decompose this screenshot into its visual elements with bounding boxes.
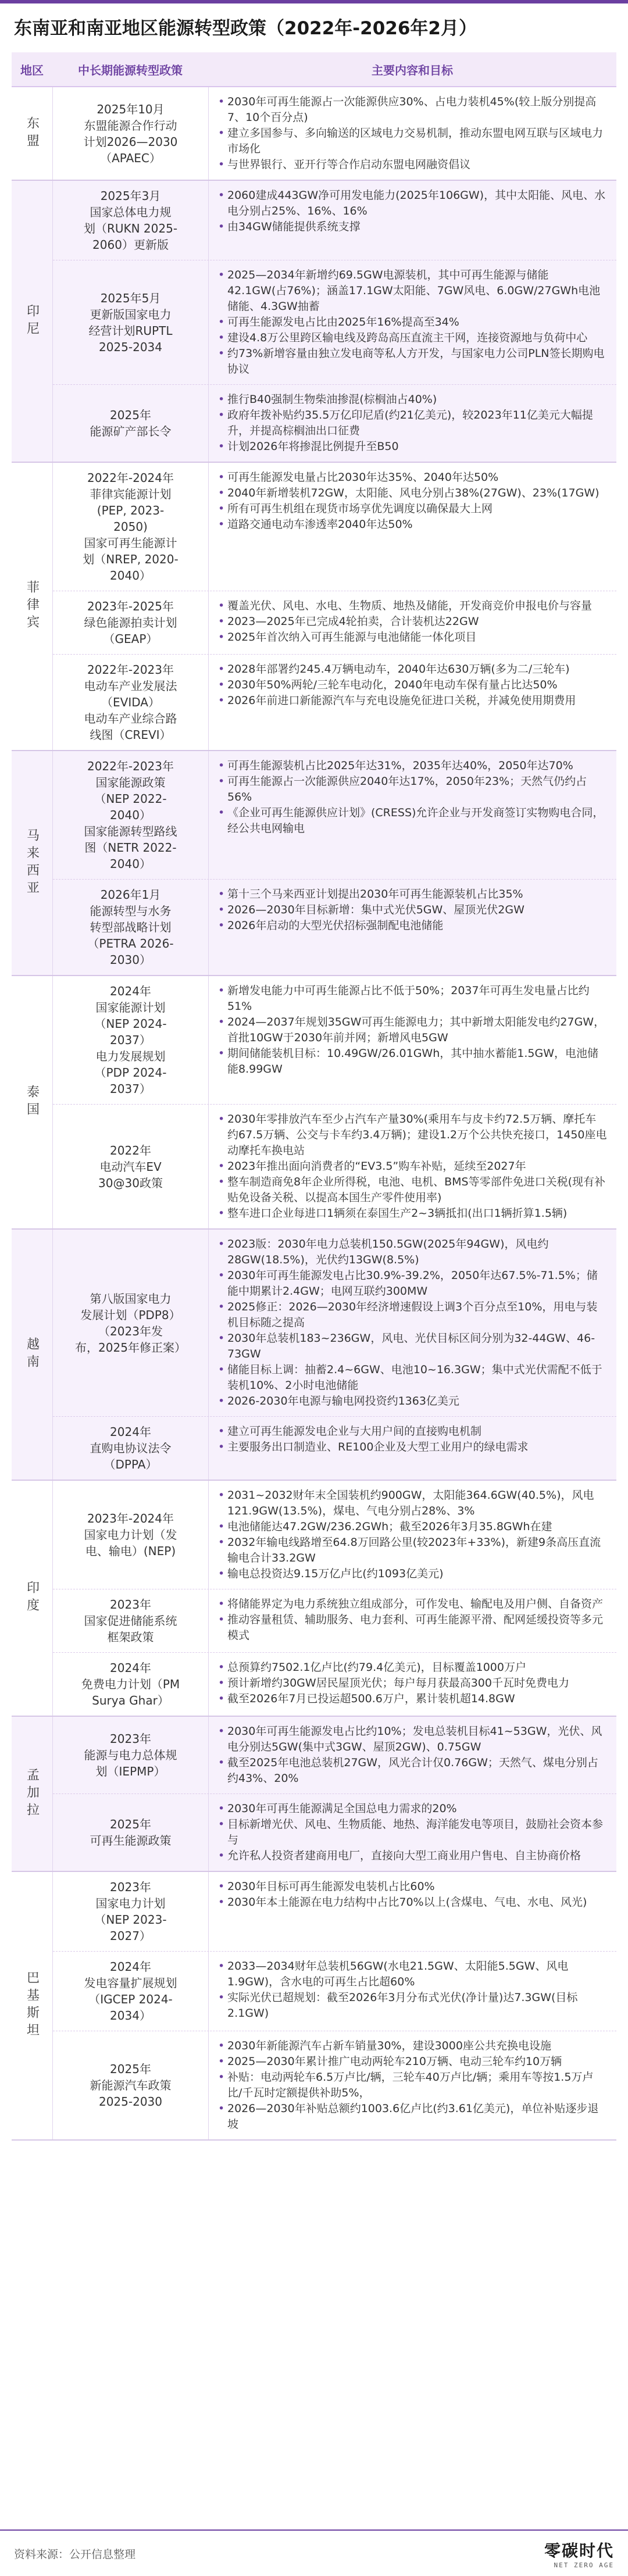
country-cell — [12, 1230, 53, 1480]
policy-name: 2025年5月 更新版国家电力 经营计划RUPTL 2025-2034 — [53, 260, 209, 384]
policy-content — [209, 463, 616, 591]
country-cell — [12, 181, 53, 462]
footer — [0, 2529, 628, 2576]
policy-group — [53, 1230, 616, 1480]
country-name: 越南 — [24, 1337, 40, 1372]
policy-bullet: • 2030年目标可再生能源发电装机占比60% — [217, 1879, 607, 1895]
policy-name: 2026年1月 能源转型与水务 转型部战略计划 （PETRA 2026- 2030） — [53, 880, 209, 975]
policy-bullet: • 2025年首次纳入可再生能源与电池储能一体化项目 — [217, 630, 607, 645]
policy-group — [53, 87, 616, 180]
policy-name: 2024年 发电容量扩展规划 （IGCEP 2024- 2034） — [53, 1952, 209, 2031]
policy-row — [53, 1105, 616, 1228]
policy-name: 2024年 国家能源计划 （NEP 2024- 2037） 电力发展规划 （PDP 2024- 2037） — [53, 976, 209, 1104]
policy-bullet: • 总预算约7502.1亿卢比(约79.4亿美元)，目标覆盖1000万户 — [217, 1660, 607, 1675]
policy-bullet: • 2032年输电线路增至64.8万回路公里(较2023年+33%)，新建9条高压直流输电合计33.2GW — [217, 1535, 607, 1566]
policy-name: 2024年 直购电协议法令 （DPPA） — [53, 1417, 209, 1480]
country-cell — [12, 751, 53, 975]
country-name: 东盟 — [24, 116, 40, 151]
policy-row — [53, 591, 616, 655]
policy-content — [209, 1105, 616, 1228]
policy-name: 2024年 免费电力计划（PM Surya Ghar） — [53, 1653, 209, 1716]
policy-row — [53, 385, 616, 462]
policy-bullet: • 2026—2030年目标新增：集中式光伏5GW、屋顶光伏2GW — [217, 902, 607, 918]
policy-bullet: • 政府年拨补贴约35.5万亿印尼盾(约21亿美元)，较2023年11亿美元大幅提升，并提高棕榈油出口征费 — [217, 408, 607, 439]
policy-row — [53, 1872, 616, 1952]
policy-row — [53, 1653, 616, 1716]
policy-bullet: • 2030年可再生能源发电占比约10%；发电总装机目标41~53GW，光伏、风电分别达5GW(集中式3GW、屋顶2GW)、0.75GW — [217, 1724, 607, 1755]
table-header — [12, 52, 616, 87]
brand-tagline: NET ZERO AGE — [554, 2561, 614, 2569]
policy-bullet: • 允许私人投资者建商用电厂，直接向大型工商业用户售电、自主协商价格 — [217, 1848, 607, 1864]
policy-bullet: • 2025—2030年累计推广电动两轮车210万辆、电动三轮车约10万辆 — [217, 2054, 607, 2070]
policy-bullet: • 建立可再生能源发电企业与大用户间的直接购电机制 — [217, 1424, 607, 1439]
policy-content — [209, 1794, 616, 1871]
policy-content — [209, 655, 616, 750]
policy-bullet: • 2030年新能源汽车占新车销量30%，建设3000座公共充换电设施 — [217, 2038, 607, 2054]
policy-bullet: • 电池储能达47.2GW/236.2GWh；截至2026年3月35.8GWh在建 — [217, 1519, 607, 1535]
policy-content — [209, 1952, 616, 2031]
policy-bullet: • 2030年可再生能源占一次能源供应30%、占电力装机45%(较上版分别提高7、10个百分点) — [217, 94, 607, 126]
policy-group — [53, 1717, 616, 1871]
policy-bullet: • 截至2025年电池总装机27GW，风光合计仅0.76GW；天然气、煤电分别占约43%、20% — [217, 1755, 607, 1787]
policy-bullet: • 2026年启动的大型光伏招标强制配电池储能 — [217, 918, 607, 934]
country-name: 马来西亚 — [24, 828, 40, 898]
policy-name: 2022年-2024年 菲律宾能源计划 (PEP, 2023- 2050) 国家可再生能源计 划（NREP, 2020- 2040） — [53, 463, 209, 591]
policy-bullet: • 与世界银行、亚开行等合作启动东盟电网融资倡议 — [217, 157, 607, 173]
policy-row — [53, 1589, 616, 1653]
policy-bullet: • 整车进口企业每进口1辆须在泰国生产2~3辆抵扣(出口1辆折算1.5辆) — [217, 1206, 607, 1221]
policy-bullet: • 补贴：电动两轮车6.5万卢比/辆，三轮车40万卢比/辆；乘用车等按1.5万卢比/千瓦时定额提供补助5%， — [217, 2070, 607, 2101]
policy-row — [53, 1417, 616, 1480]
policy-group — [53, 1872, 616, 2139]
policy-bullet: • 2030年本土能源在电力结构中占比70%以上(含煤电、气电、水电、风光) — [217, 1895, 607, 1910]
policy-group — [53, 976, 616, 1228]
policy-bullet: • 2030年可再生能源满足全国总电力需求的20% — [217, 1801, 607, 1817]
policy-bullet: • 输电总投资达9.15万亿卢比(约1093亿美元) — [217, 1566, 607, 1582]
policy-bullet: • 推动容量租赁、辅助服务、电力套利、可再生能源平滑、配网延缓投资等多元模式 — [217, 1612, 607, 1644]
policy-row — [53, 1481, 616, 1589]
country-name: 泰国 — [24, 1085, 40, 1120]
policy-bullet: • 2023版：2030年电力总装机150.5GW(2025年94GW)，风电约28GW(18.5%)，光伏约13GW(8.5%) — [217, 1237, 607, 1268]
country-cell — [12, 1717, 53, 1871]
brand-name: 零碳时代 — [544, 2541, 614, 2560]
policy-content — [209, 87, 616, 180]
policy-bullet: • 2024—2037年规划35GW可再生能源电力；其中新增太阳能发电约27GW，首批10GW于2030年前并网；新增风电5GW — [217, 1014, 607, 1046]
policy-content — [209, 260, 616, 384]
country-row — [12, 1230, 616, 1481]
country-row — [12, 1481, 616, 1717]
policy-bullet: • 将储能界定为电力系统独立组成部分，可作发电、输配电及用户侧、自备资产 — [217, 1596, 607, 1612]
policy-content — [209, 751, 616, 879]
policy-group — [53, 181, 616, 462]
policy-content — [209, 880, 616, 975]
policy-bullet: • 推行B40强制生物柴油掺混(棕榈油占40%) — [217, 392, 607, 408]
policy-row — [53, 1952, 616, 2031]
policy-content — [209, 1653, 616, 1716]
policy-bullet: • 2025—2034年新增约69.5GW电源装机，其中可再生能源与储能42.1GW(占76%)；涵盖17.1GW太阳能、7GW风电、6.0GW/27GWh电池储能、4.3GW抽蓄 — [217, 267, 607, 315]
policy-row — [53, 1230, 616, 1417]
policy-bullet: • 建立多国参与、多向输送的区域电力交易机制，推动东盟电网互联与区域电力市场化 — [217, 126, 607, 157]
policy-name: 2023年-2024年 国家电力计划（发 电、输电）(NEP) — [53, 1481, 209, 1589]
country-row — [12, 1872, 616, 2141]
policy-row — [53, 1794, 616, 1871]
policy-name: 2023年 国家电力计划 （NEP 2023- 2027） — [53, 1872, 209, 1951]
policy-group — [53, 463, 616, 750]
country-name: 菲律宾 — [24, 580, 40, 633]
policy-row — [53, 87, 616, 180]
country-cell — [12, 463, 53, 750]
policy-content — [209, 1417, 616, 1480]
policy-name: 2025年 可再生能源政策 — [53, 1794, 209, 1871]
policy-bullet: • 第十三个马来西亚计划提出2030年可再生能源装机占比35% — [217, 887, 607, 902]
policy-content — [209, 385, 616, 462]
country-cell — [12, 87, 53, 180]
policy-bullet: • 2060建成443GW净可用发电能力(2025年106GW)，其中太阳能、风电、水电分别占25%、16%、16% — [217, 188, 607, 219]
policy-name: 2023年-2025年 绿色能源拍卖计划 （GEAP） — [53, 591, 209, 654]
policy-bullet: • 《企业可再生能源供应计划》(CRESS)允许企业与开发商签订实物购电合同，经公共电网输电 — [217, 805, 607, 837]
policy-bullet: • 所有可再生机组在现货市场享优先调度以确保最大上网 — [217, 501, 607, 517]
brand-logo — [544, 2538, 614, 2569]
policy-bullet: • 储能目标上调：抽蓄2.4~6GW、电池10~16.3GW；集中式光伏需配不低于装机10%、2小时电池储能 — [217, 1362, 607, 1394]
policy-bullet: • 目标新增光伏、风电、生物质能、地热、海洋能发电等项目，鼓励社会资本参与 — [217, 1817, 607, 1848]
policy-bullet: • 可再生能源装机占比2025年达31%，2035年达40%，2050年达70% — [217, 758, 607, 774]
policy-row — [53, 880, 616, 975]
policy-bullet: • 可再生能源占一次能源供应2040年达17%，2050年23%；天然气仍约占56% — [217, 774, 607, 805]
policy-content — [209, 181, 616, 260]
country-row — [12, 751, 616, 976]
country-row — [12, 463, 616, 751]
policy-name: 2023年 国家促进储能系统 框架政策 — [53, 1589, 209, 1652]
policy-table — [12, 87, 616, 2141]
country-row — [12, 1717, 616, 1872]
policy-bullet: • 计划2026年将掺混比例提升至B50 — [217, 439, 607, 455]
policy-bullet: • 2023—2025年已完成4轮拍卖，合计装机达22GW — [217, 614, 607, 630]
policy-bullet: • 2026年前进口新能源汽车与充电设施免征进口关税，并减免使用期费用 — [217, 693, 607, 709]
page-title: 东南亚和南亚地区能源转型政策（2022年-2026年2月） — [0, 0, 628, 52]
policy-bullet: • 预计新增约30GW居民屋顶光伏；每户每月获最高300千瓦时免费电力 — [217, 1675, 607, 1691]
policy-bullet: • 覆盖光伏、风电、水电、生物质、地热及储能，开发商竞价申报电价与容量 — [217, 598, 607, 614]
country-row — [12, 87, 616, 181]
policy-row — [53, 2031, 616, 2139]
policy-row — [53, 751, 616, 880]
policy-row — [53, 976, 616, 1105]
source-note: 资料来源：公开信息整理 — [14, 2548, 136, 2561]
policy-row — [53, 655, 616, 750]
policy-content — [209, 1872, 616, 1951]
country-row — [12, 976, 616, 1230]
policy-bullet: • 2026-2030年电源与输电网投资约1363亿美元 — [217, 1394, 607, 1409]
country-name: 印尼 — [24, 303, 40, 339]
policy-bullet: • 建设4.8万公里跨区输电线及跨岛高压直流主干网，连接资源地与负荷中心 — [217, 330, 607, 346]
country-name: 巴基斯坦 — [24, 1971, 40, 2041]
policy-name: 2025年 能源矿产部长令 — [53, 385, 209, 462]
policy-bullet: • 约73%新增容量由独立发电商等私人方开发，与国家电力公司PLN签长期购电协议 — [217, 346, 607, 377]
policy-bullet: • 2030年总装机183~236GW，风电、光伏目标区间分别为32-44GW、46-73GW — [217, 1331, 607, 1362]
policy-content — [209, 2031, 616, 2139]
policy-bullet: • 2026—2030年补贴总额约1003.6亿卢比(约3.61亿美元)，单位补贴逐步退坡 — [217, 2101, 607, 2132]
policy-bullet: • 2030年50%两轮/三轮车电动化，2040年电动车保有量占比达50% — [217, 677, 607, 693]
policy-bullet: • 期间储能装机目标：10.49GW/26.01GWh，其中抽水蓄能1.5GW，电池储能8.99GW — [217, 1046, 607, 1077]
policy-name: 2025年 新能源汽车政策 2025-2030 — [53, 2031, 209, 2139]
policy-bullet: • 2025修正：2026—2030年经济增速假设上调3个百分点至10%，用电与装机目标随之提高 — [217, 1299, 607, 1331]
policy-bullet: • 截至2026年7月已投运超500.6万户，累计装机超14.8GW — [217, 1691, 607, 1707]
policy-bullet: • 整车制造商免8年企业所得税，电池、电机、BMS等零部件免进口关税(现有补贴免设备关税、以提高本国生产零件使用率) — [217, 1174, 607, 1206]
policy-bullet: • 2030年零排放汽车至少占汽车产量30%(乘用车与皮卡约72.5万辆、摩托车约67.5万辆、公交与卡车约3.4万辆)；建设1.2万个公共快充接口，1450座电动摩托车换电站 — [217, 1112, 607, 1159]
policy-bullet: • 2028年部署约245.4万辆电动车，2040年达630万辆(多为二/三轮车) — [217, 662, 607, 677]
policy-bullet: • 2040年新增装机72GW，太阳能、风电分别占38%(27GW)、23%(17GW) — [217, 485, 607, 501]
policy-content — [209, 976, 616, 1104]
policy-bullet: • 可再生能源发电占比由2025年16%提高至34% — [217, 315, 607, 330]
policy-bullet: • 2030年可再生能源发电占比30.9%-39.2%，2050年达67.5%-71.5%；储能中期累计2.4GW；电网互联约300MW — [217, 1268, 607, 1299]
country-cell — [12, 1872, 53, 2139]
country-cell — [12, 1481, 53, 1716]
policy-group — [53, 751, 616, 975]
policy-name: 2025年10月 东盟能源合作行动 计划2026—2030 （APAEC） — [53, 87, 209, 180]
policy-bullet: • 实际光伏已超规划：截至2026年3月分布式光伏(净计量)达7.3GW(目标2.1GW) — [217, 1990, 607, 2021]
policy-content — [209, 1589, 616, 1652]
policy-bullet: • 由34GW储能提供系统支撑 — [217, 219, 607, 235]
policy-bullet: • 道路交通电动车渗透率2040年达50% — [217, 517, 607, 533]
policy-name: 2025年3月 国家总体电力规 划（RUKN 2025- 2060）更新版 — [53, 181, 209, 260]
policy-content — [209, 591, 616, 654]
policy-name: 第八版国家电力 发展计划（PDP8） （2023年发 布，2025年修正案） — [53, 1230, 209, 1416]
country-name: 孟加拉 — [24, 1767, 40, 1820]
policy-bullet: • 2023年推出面向消费者的“EV3.5”购车补贴，延续至2027年 — [217, 1159, 607, 1174]
policy-name: 2022年 电动汽车EV 30@30政策 — [53, 1105, 209, 1228]
policy-row — [53, 260, 616, 385]
header-region: 地区 — [20, 63, 44, 77]
policy-content — [209, 1230, 616, 1416]
policy-row — [53, 463, 616, 591]
policy-content — [209, 1717, 616, 1793]
policy-content — [209, 1481, 616, 1589]
header-content: 主要内容和目标 — [372, 63, 453, 77]
country-cell — [12, 976, 53, 1228]
policy-bullet: • 2033—2034财年总装机56GW(水电21.5GW、太阳能5.5GW、风电1.9GW)，含水电的可再生占比超60% — [217, 1959, 607, 1990]
policy-row — [53, 181, 616, 260]
policy-row — [53, 1717, 616, 1794]
policy-name: 2023年 能源与电力总体规 划（IEPMP） — [53, 1717, 209, 1793]
policy-name: 2022年-2023年 电动车产业发展法 （EVIDA） 电动车产业综合路 线图（CREVI） — [53, 655, 209, 750]
policy-bullet: • 主要服务出口制造业、RE100企业及大型工业用户的绿电需求 — [217, 1439, 607, 1455]
policy-bullet: • 可再生能源发电量占比2030年达35%、2040年达50% — [217, 470, 607, 485]
policy-group — [53, 1481, 616, 1716]
header-policy: 中长期能源转型政策 — [78, 63, 183, 77]
country-name: 印度 — [24, 1581, 40, 1616]
policy-bullet: • 2031~2032财年末全国装机约900GW，太阳能364.6GW(40.5%)，风电121.9GW(13.5%)，煤电、气电分别占28%、3% — [217, 1488, 607, 1519]
policy-bullet: • 新增发电能力中可再生能源占比不低于50%；2037年可再生发电量占比约51% — [217, 983, 607, 1014]
country-row — [12, 181, 616, 463]
policy-name: 2022年-2023年 国家能源政策 （NEP 2022- 2040） 国家能源转型路线 图（NETR 2022- 2040） — [53, 751, 209, 879]
